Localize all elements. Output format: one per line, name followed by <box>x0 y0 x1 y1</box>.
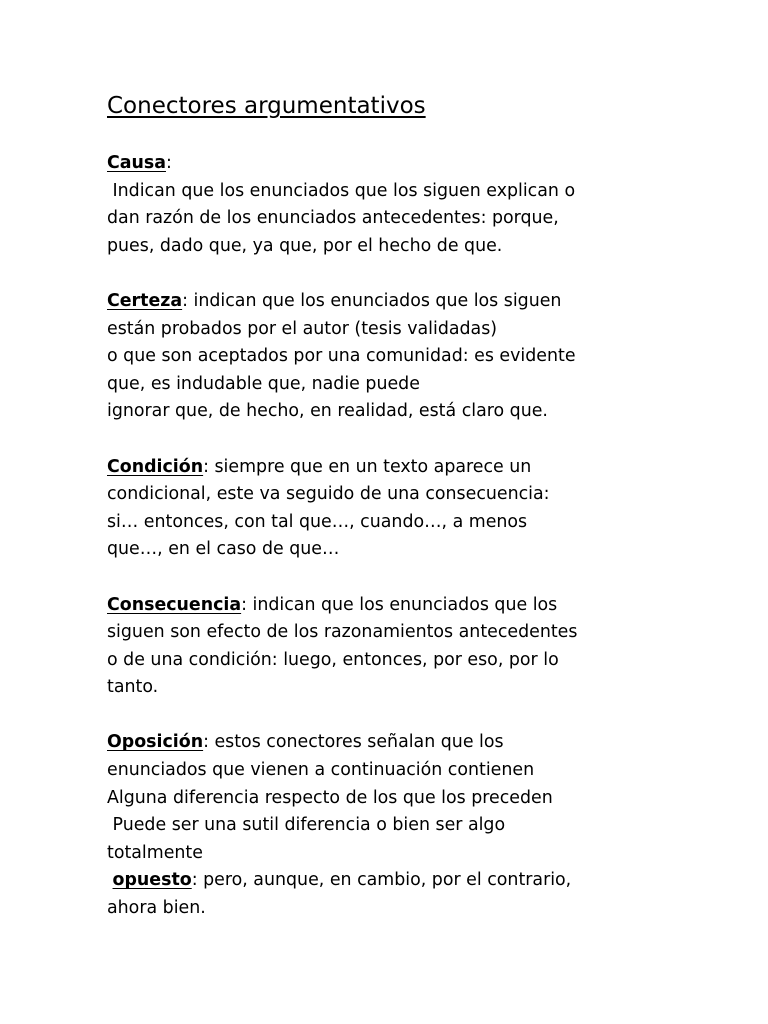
section-text: que, es indudable que, nadie puede <box>107 373 420 394</box>
section-first-line <box>107 288 727 316</box>
document-page <box>107 88 727 950</box>
section-text: condicional, este va seguido de una consecuencia: <box>107 484 550 505</box>
section-text: que…, en el caso de que… <box>107 539 340 560</box>
document-title: Conectores argumentativos <box>107 93 426 119</box>
section-text: : indican que los enunciados que los <box>241 594 558 615</box>
section-first-line <box>107 150 727 178</box>
section-text: Alguna diferencia respecto de los que los preceden <box>107 787 553 808</box>
section-text: Puede ser una sutil diferencia o bien ser algo <box>107 815 506 836</box>
term-oposicion: Oposición <box>107 732 204 753</box>
term-consecuencia: Consecuencia <box>107 594 242 615</box>
section-text: o de una condición: luego, entonces, por eso, por lo <box>107 649 559 670</box>
term-condicion: Condición <box>107 456 204 477</box>
section-first-line <box>107 729 727 757</box>
term-certeza: Certeza <box>107 290 183 311</box>
section-text: pues, dado que, ya que, por el hecho de que. <box>107 235 503 256</box>
section-text: siguen son efecto de los razonamientos antecedentes <box>107 622 578 643</box>
section-text: Indican que los enunciados que los siguen explican o <box>107 180 576 201</box>
section-text: enunciados que vienen a continuación contienen <box>107 760 535 781</box>
section-text: tanto. <box>107 677 159 698</box>
section-text: totalmente <box>107 842 203 863</box>
subterm-line <box>107 867 727 895</box>
section-text: ignorar que, de hecho, en realidad, está claro que. <box>107 401 548 422</box>
section-text: o que son aceptados por una comunidad: es evidente <box>107 346 576 367</box>
term-causa: Causa <box>107 153 166 173</box>
section-oposicion <box>107 729 727 922</box>
section-first-line <box>107 592 727 620</box>
section-condicion <box>107 454 727 564</box>
section-text: : siempre que en un texto aparece un <box>203 456 532 477</box>
section-text: están probados por el autor (tesis validadas) <box>107 318 498 339</box>
section-consecuencia <box>107 592 727 702</box>
section-text: : indican que los enunciados que los siguen <box>182 290 562 311</box>
section-causa <box>107 150 727 260</box>
section-text: si… entonces, con tal que…, cuando…, a menos <box>107 511 528 532</box>
term-opuesto: opuesto <box>112 870 192 891</box>
section-text: : estos conectores señalan que los <box>203 732 504 753</box>
section-text: : pero, aunque, en cambio, por el contrario, <box>191 870 572 891</box>
section-first-line <box>107 454 727 482</box>
section-text: dan razón de los enunciados antecedentes: porque, <box>107 208 559 229</box>
section-text: ahora bien. <box>107 898 206 919</box>
section-certeza <box>107 288 727 426</box>
section-text: : <box>165 153 172 173</box>
